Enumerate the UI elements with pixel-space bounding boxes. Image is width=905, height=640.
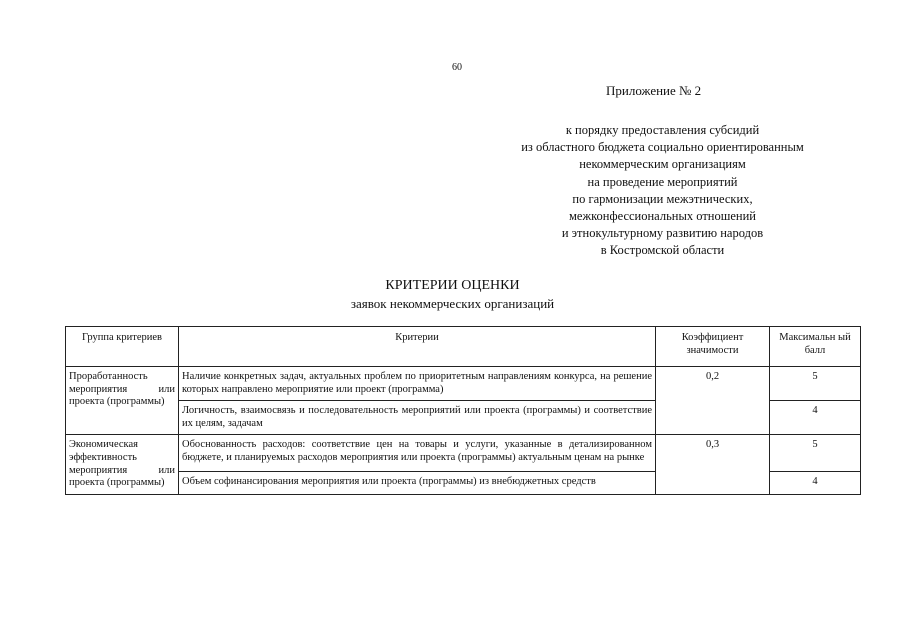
appendix-line: в Костромской области xyxy=(600,243,725,258)
appendix-title: Приложение № 2 xyxy=(606,83,702,98)
appendix-line: на проведение мероприятий xyxy=(587,174,738,189)
criterion-text: Логичность, взаимосвязь и последовательность мероприятий или проекта (программы) и соответствие их целям, задачам xyxy=(179,401,656,435)
appendix-line: и этнокультурному развитию народов xyxy=(561,226,764,241)
coefficient-value: 0,2 xyxy=(656,367,770,435)
max-score-value: 4 xyxy=(770,401,861,435)
coefficient-value: 0,3 xyxy=(656,435,770,494)
max-score-value: 5 xyxy=(770,367,861,401)
appendix-line: некоммерческим организациям xyxy=(579,157,746,172)
header-coefficient: Коэффициент значимости xyxy=(656,327,770,367)
header-group: Группа критериев xyxy=(66,327,179,367)
criteria-table xyxy=(65,326,861,495)
criteria-subheading: заявок некоммерческих организаций xyxy=(350,296,555,311)
appendix-line: из областного бюджета социально ориентированным xyxy=(521,140,804,155)
table-row xyxy=(66,367,861,401)
table-row xyxy=(66,435,861,471)
criteria-heading: КРИТЕРИИ ОЦЕНКИ xyxy=(385,278,520,293)
criterion-text: Наличие конкретных задач, актуальных проблем по приоритетным направлениям конкурса, на решение которых направлено мероприятие или проект (программа) xyxy=(179,367,656,401)
max-score-value: 5 xyxy=(770,435,861,471)
criterion-text: Обоснованность расходов: соответствие цен на товары и услуги, указанные в детализированном бюджете, и планируемых расходов мероприятия или проекта (программы) актуальным ценам на рынке xyxy=(179,435,656,471)
criterion-text: Объем софинансирования мероприятия или проекта (программы) из внебюджетных средств xyxy=(179,471,656,494)
criteria-group-name: Экономическая эффективность мероприятия или проекта (программы) xyxy=(66,435,179,494)
appendix-line: по гармонизации межэтнических, xyxy=(572,191,753,206)
appendix-line: к порядку предоставления субсидий xyxy=(565,123,760,137)
max-score-value: 4 xyxy=(770,471,861,494)
page-number: 60 xyxy=(452,62,462,73)
header-max-score: Максимальн ый балл xyxy=(770,327,861,367)
table-header-row xyxy=(66,327,861,367)
header-criteria: Критерии xyxy=(179,327,656,367)
appendix-description xyxy=(480,122,845,260)
appendix-line: межконфессиональных отношений xyxy=(569,209,756,224)
criteria-group-name: Проработанность мероприятия или проекта (программы) xyxy=(66,367,179,435)
